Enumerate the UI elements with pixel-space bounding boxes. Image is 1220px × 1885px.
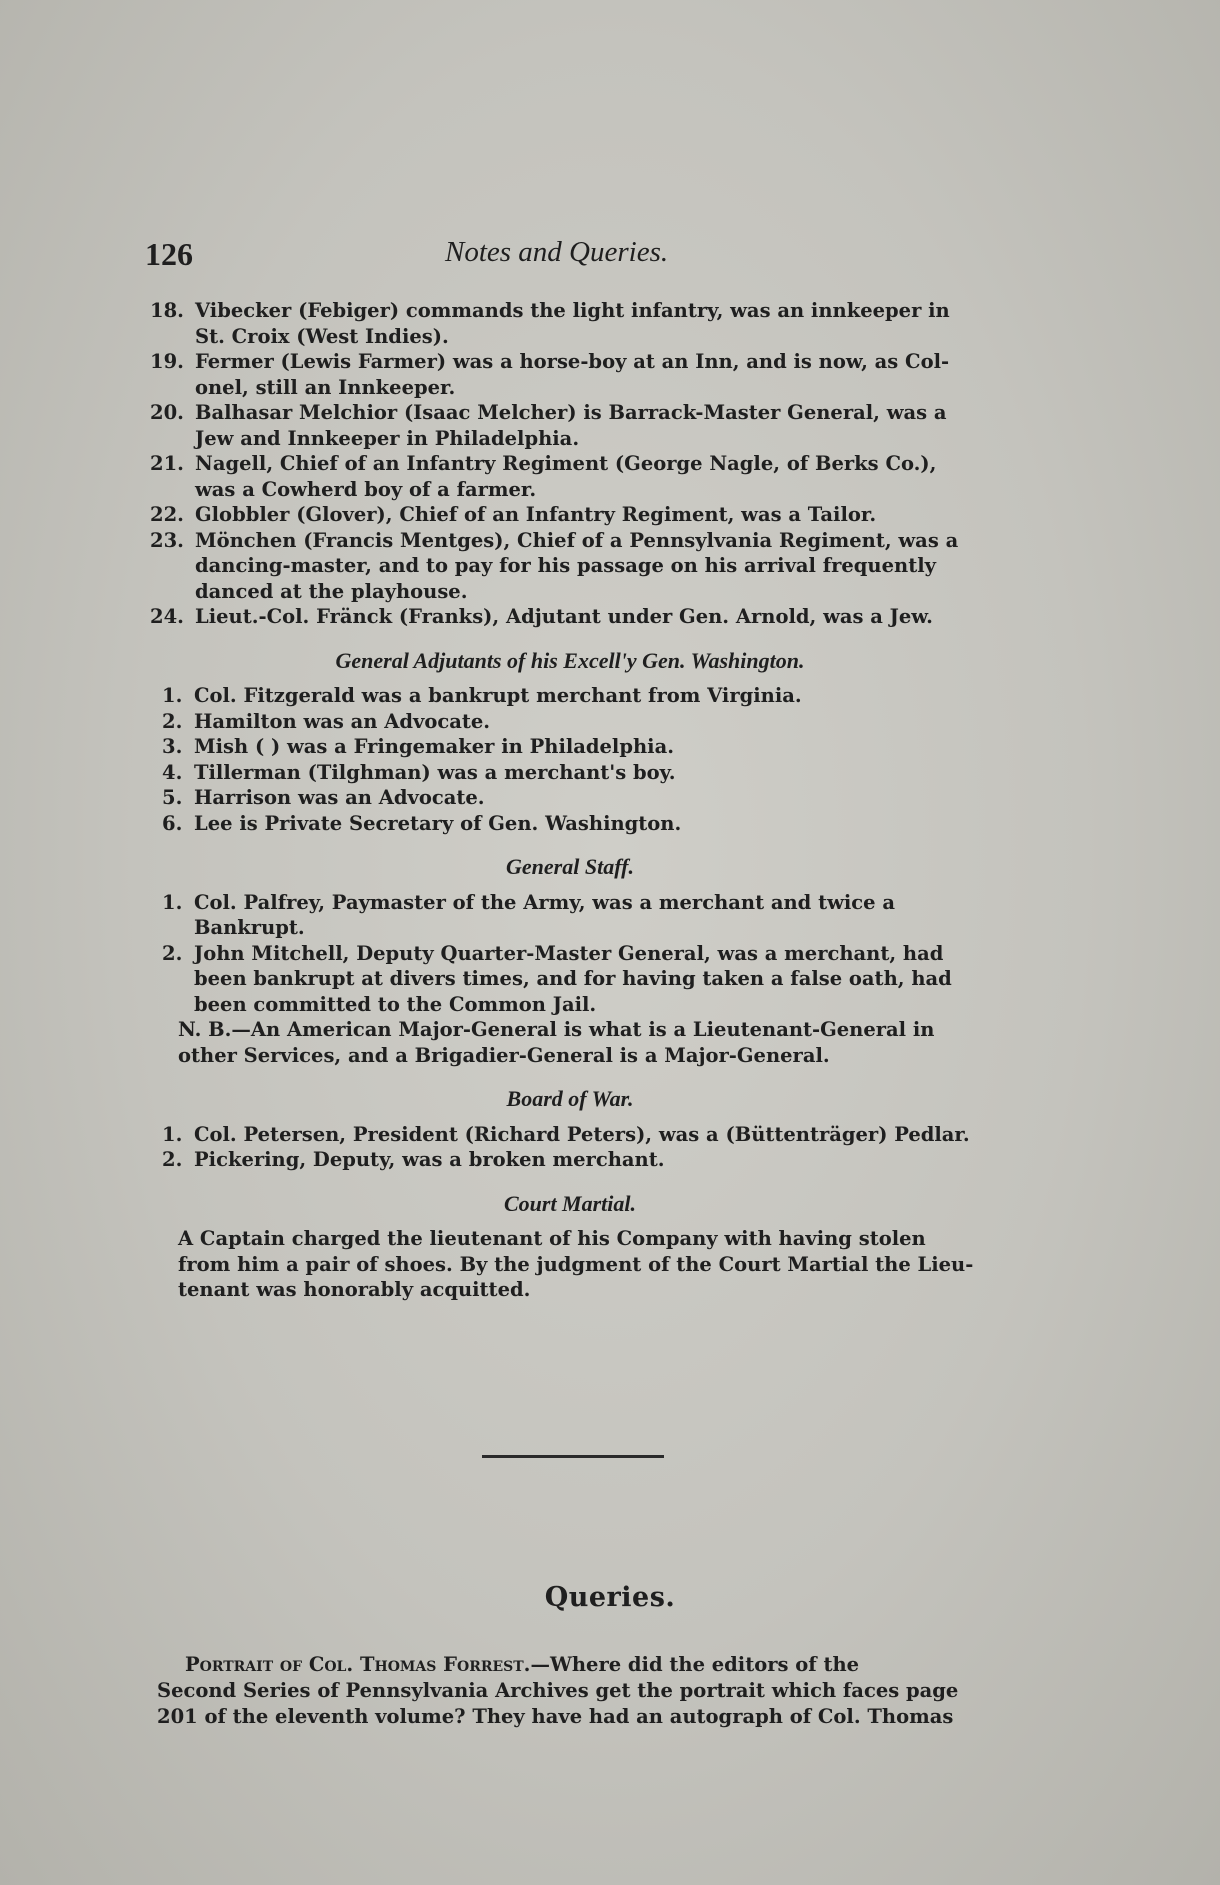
item-text bbox=[195, 451, 990, 502]
list-item bbox=[150, 604, 990, 630]
item-number: 23. bbox=[150, 528, 184, 552]
item-number: 2. bbox=[162, 709, 183, 733]
list-item bbox=[150, 298, 990, 349]
list-item bbox=[150, 760, 990, 786]
list-item bbox=[150, 349, 990, 400]
text-line: Bankrupt. bbox=[194, 916, 305, 939]
item-text: Col. Fitzgerald was a bankrupt merchant from Virginia. bbox=[194, 684, 802, 707]
section-heading-board: Board of War. bbox=[506, 1086, 634, 1111]
item-text: Harrison was an Advocate. bbox=[194, 786, 485, 809]
item-number: 4. bbox=[162, 760, 183, 784]
item-text bbox=[195, 349, 990, 400]
text-line: Fermer (Lewis Farmer) was a horse-boy at an Inn, and is now, as Col- bbox=[195, 350, 950, 373]
item-text bbox=[194, 941, 990, 1018]
text-line: Lieut.-Col. Fränck (Franks), Adjutant under Gen. Arnold, was a Jew. bbox=[195, 605, 933, 628]
text-line: 201 of the eleventh volume? They have had an autograph of Col. Thomas bbox=[157, 1705, 954, 1728]
item-number: 21. bbox=[150, 452, 184, 475]
text-line: John Mitchell, Deputy Quarter-Master General, was a merchant, had bbox=[194, 941, 944, 965]
item-number: 22. bbox=[150, 503, 184, 526]
text-line: other Services, and a Brigadier-General is a Major-General. bbox=[178, 1043, 830, 1067]
text-line: Balhasar Melchior (Isaac Melcher) is Barrack-Master General, was a bbox=[195, 401, 947, 424]
nb-note bbox=[150, 1017, 990, 1068]
item-text: Mish ( ) was a Fringemaker in Philadelphia. bbox=[194, 735, 674, 758]
item-text bbox=[195, 604, 990, 630]
item-number: 20. bbox=[150, 401, 184, 424]
item-number: 1. bbox=[162, 890, 183, 914]
text-line: Globbler (Glover), Chief of an Infantry Regiment, was a Tailor. bbox=[195, 503, 877, 526]
text-line: onel, still an Innkeeper. bbox=[195, 375, 456, 399]
list-item bbox=[150, 528, 990, 605]
text-line: Second Series of Pennsylvania Archives get the portrait which faces page bbox=[157, 1679, 959, 1702]
item-number: 3. bbox=[162, 735, 183, 758]
section-heading-staff: General Staff. bbox=[506, 854, 634, 879]
query-lead: Portrait of Col. Thomas Forrest. bbox=[185, 1653, 531, 1676]
queries-heading: Queries. bbox=[544, 1582, 676, 1613]
text-line: danced at the playhouse. bbox=[195, 579, 468, 603]
text-line: was a Cowherd boy of a farmer. bbox=[195, 477, 537, 501]
section-divider bbox=[482, 1455, 664, 1458]
list-item bbox=[150, 451, 990, 502]
item-text bbox=[195, 400, 990, 451]
item-text: Pickering, Deputy, was a broken merchant. bbox=[194, 1148, 665, 1171]
item-number: 19. bbox=[150, 350, 184, 373]
text-line: St. Croix (West Indies). bbox=[195, 324, 449, 348]
list-item bbox=[150, 502, 990, 528]
section-heading-adjutants: General Adjutants of his Excell'y Gen. Washington. bbox=[335, 647, 805, 673]
text-line: been committed to the Common Jail. bbox=[194, 992, 597, 1016]
list-item bbox=[150, 811, 990, 837]
item-text bbox=[195, 528, 990, 605]
adjutants-list bbox=[150, 683, 990, 836]
journal-title: Notes and Queries. bbox=[445, 236, 669, 268]
page-number: 126 bbox=[145, 236, 193, 272]
list-item bbox=[150, 1122, 990, 1148]
text-line: N. B.—An American Major-General is what is a Lieutenant-General in bbox=[178, 1018, 935, 1041]
list-item bbox=[150, 400, 990, 451]
item-number: 2. bbox=[162, 1148, 183, 1171]
item-text bbox=[195, 502, 990, 528]
item-number: 5. bbox=[162, 786, 183, 809]
text-line: dancing-master, and to pay for his passage on his arrival frequently bbox=[195, 554, 936, 577]
item-text bbox=[195, 298, 990, 349]
query-paragraph bbox=[157, 1652, 997, 1730]
item-text: Lee is Private Secretary of Gen. Washington. bbox=[194, 811, 682, 835]
text-line: from him a pair of shoes. By the judgment of the Court Martial the Lieu- bbox=[178, 1252, 974, 1276]
text-line: Col. Palfrey, Paymaster of the Army, was a merchant and twice a bbox=[194, 890, 896, 914]
list-item bbox=[150, 683, 990, 709]
running-head bbox=[145, 236, 995, 276]
list-item bbox=[150, 1147, 990, 1173]
item-text: Tillerman (Tilghman) was a merchant's boy. bbox=[194, 760, 676, 784]
board-list bbox=[150, 1122, 990, 1173]
item-number: 2. bbox=[162, 941, 183, 965]
text-line: been bankrupt at divers times, and for having taken a false oath, had bbox=[194, 967, 952, 990]
text-line: Mönchen (Francis Mentges), Chief of a Pennsylvania Regiment, was a bbox=[195, 528, 959, 552]
list-item bbox=[150, 941, 990, 1018]
text-line: —Where did the editors of the bbox=[530, 1653, 860, 1676]
list-item bbox=[150, 709, 990, 735]
text-line: Jew and Innkeeper in Philadelphia. bbox=[195, 426, 580, 450]
item-text bbox=[194, 890, 990, 941]
item-number: 1. bbox=[162, 1122, 183, 1146]
text-line: A Captain charged the lieutenant of his Company with having stolen bbox=[178, 1227, 926, 1250]
numbered-list-top bbox=[150, 298, 990, 630]
section-heading-court: Court Martial. bbox=[503, 1190, 637, 1216]
item-number: 1. bbox=[162, 684, 183, 707]
text-line: tenant was honorably acquitted. bbox=[178, 1278, 531, 1301]
court-martial-paragraph bbox=[150, 1226, 990, 1303]
item-text: Hamilton was an Advocate. bbox=[194, 709, 491, 733]
item-number: 24. bbox=[150, 605, 184, 628]
list-item bbox=[150, 785, 990, 811]
item-text: Col. Petersen, President (Richard Peters), was a (Büttenträger) Pedlar. bbox=[194, 1122, 970, 1146]
body-text bbox=[150, 298, 990, 1303]
item-number: 6. bbox=[162, 811, 183, 835]
staff-list bbox=[150, 890, 990, 1018]
text-line: Vibecker (Febiger) commands the light infantry, was an innkeeper in bbox=[195, 299, 950, 322]
list-item bbox=[150, 890, 990, 941]
item-number: 18. bbox=[150, 299, 184, 322]
text-line: Nagell, Chief of an Infantry Regiment (George Nagle, of Berks Co.), bbox=[195, 452, 937, 475]
list-item bbox=[150, 734, 990, 760]
